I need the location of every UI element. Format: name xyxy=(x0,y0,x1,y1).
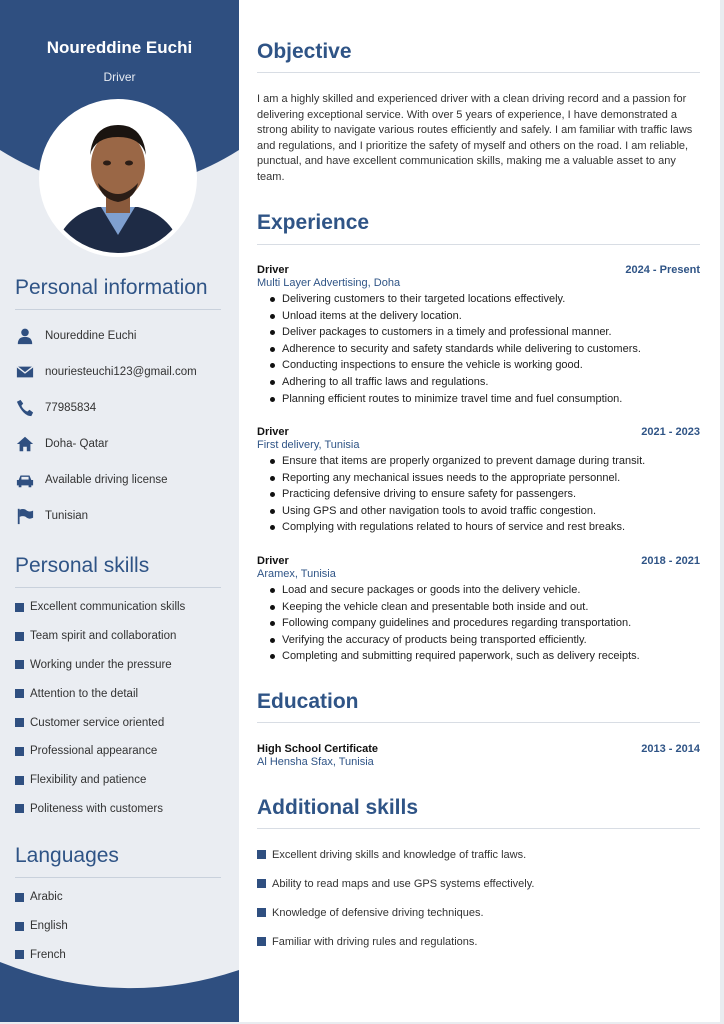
divider xyxy=(257,828,700,829)
square-bullet-icon xyxy=(15,718,24,727)
square-bullet-icon xyxy=(257,850,266,859)
list-item: Complying with regulations related to hours of service and rest breaks. xyxy=(269,519,700,536)
job-title: Driver xyxy=(257,426,289,438)
skill-item: Team spirit and collaboration xyxy=(15,622,230,651)
job-company: Aramex, Tunisia xyxy=(257,568,336,580)
additional-skills-heading: Additional skills xyxy=(257,796,419,819)
info-item-name: Noureddine Euchi xyxy=(15,318,230,354)
job-company: First delivery, Tunisia xyxy=(257,439,360,451)
job-entry xyxy=(257,426,700,536)
list-item: Verifying the accuracy of products being transported efficiently. xyxy=(269,632,700,649)
info-item-location: Doha- Qatar xyxy=(15,426,230,462)
profile-role: Driver xyxy=(103,70,136,84)
job-bullets xyxy=(269,291,700,407)
list-item: Ensure that items are properly organized to prevent damage during transit. xyxy=(269,453,700,470)
list-item: Load and secure packages or goods into the delivery vehicle. xyxy=(269,582,700,599)
home-icon xyxy=(15,435,35,453)
job-date: 2024 - Present xyxy=(625,264,700,276)
list-item: Excellent driving skills and knowledge of traffic laws. xyxy=(257,840,700,869)
job-bullets xyxy=(269,453,700,536)
job-entry xyxy=(257,264,700,407)
profile-photo xyxy=(39,99,197,257)
additional-skills-list xyxy=(257,840,700,956)
skills-list xyxy=(15,593,230,823)
list-item: Deliver packages to customers in a timely and professional manner. xyxy=(269,324,700,341)
square-bullet-icon xyxy=(15,632,24,641)
info-item-email: nouriesteuchi123@gmail.com xyxy=(15,354,230,390)
language-item: English xyxy=(15,912,230,941)
experience-heading: Experience xyxy=(257,211,370,234)
flag-icon xyxy=(15,507,35,525)
language-item: French xyxy=(15,941,230,970)
square-bullet-icon xyxy=(15,893,24,902)
list-item: Adherence to security and safety standards while delivering to customers. xyxy=(269,341,700,358)
job-date: 2021 - 2023 xyxy=(641,426,700,438)
list-item: Knowledge of defensive driving techniques. xyxy=(257,898,700,927)
divider xyxy=(257,72,700,73)
language-item: Arabic xyxy=(15,883,230,912)
skill-item: Excellent communication skills xyxy=(15,593,230,622)
envelope-icon xyxy=(15,363,35,381)
square-bullet-icon xyxy=(257,937,266,946)
job-title: Driver xyxy=(257,555,289,567)
divider xyxy=(257,722,700,723)
objective-text: I am a highly skilled and experienced driver with a clean driving record and a passion for delivering exceptional service. With over 5 years of experience, I have demonstrated a strong ability to navigate various routes efficiently and safely. I am familiar with traffic laws and regulations, and I prioritize the safety of myself and others on the road. I am reliable, punctual, and have excellent communication skills, making me a valuable asset to any team. xyxy=(257,93,693,183)
languages-heading: Languages xyxy=(15,844,119,867)
footer-wave xyxy=(0,962,239,1022)
square-bullet-icon xyxy=(15,776,24,785)
personal-info-list xyxy=(15,318,230,534)
skill-item: Flexibility and patience xyxy=(15,766,230,795)
car-icon xyxy=(15,471,35,489)
education-date: 2013 - 2014 xyxy=(641,743,700,755)
skill-item: Politeness with customers xyxy=(15,795,230,824)
square-bullet-icon xyxy=(15,747,24,756)
sidebar xyxy=(0,0,239,1022)
list-item: Practicing defensive driving to ensure safety for passengers. xyxy=(269,486,700,503)
square-bullet-icon xyxy=(15,689,24,698)
list-item: Familiar with driving rules and regulations. xyxy=(257,927,700,956)
divider xyxy=(15,309,221,310)
portrait-image xyxy=(43,103,193,253)
list-item: Adhering to all traffic laws and regulations. xyxy=(269,374,700,391)
list-item: Keeping the vehicle clean and presentable both inside and out. xyxy=(269,599,700,616)
skill-item: Professional appearance xyxy=(15,737,230,766)
info-item-phone: 77985834 xyxy=(15,390,230,426)
list-item: Following company guidelines and procedures regarding transportation. xyxy=(269,615,700,632)
phone-icon xyxy=(15,399,35,417)
info-item-nationality: Tunisian xyxy=(15,498,230,534)
job-title: Driver xyxy=(257,264,289,276)
list-item: Conducting inspections to ensure the vehicle is working good. xyxy=(269,357,700,374)
skill-item: Attention to the detail xyxy=(15,679,230,708)
list-item: Using GPS and other navigation tools to avoid traffic congestion. xyxy=(269,503,700,520)
divider xyxy=(257,244,700,245)
personal-info-heading: Personal information xyxy=(15,276,208,299)
divider xyxy=(15,587,221,588)
square-bullet-icon xyxy=(257,908,266,917)
square-bullet-icon xyxy=(15,660,24,669)
skill-item: Working under the pressure xyxy=(15,651,230,680)
square-bullet-icon xyxy=(257,879,266,888)
education-title: High School Certificate xyxy=(257,743,379,755)
education-school: Al Hensha Sfax, Tunisia xyxy=(257,756,374,768)
list-item: Delivering customers to their targeted locations effectively. xyxy=(269,291,700,308)
job-bullets xyxy=(269,582,700,665)
info-item-license: Available driving license xyxy=(15,462,230,498)
list-item: Unload items at the delivery location. xyxy=(269,308,700,325)
square-bullet-icon xyxy=(15,950,24,959)
square-bullet-icon xyxy=(15,804,24,813)
skill-item: Customer service oriented xyxy=(15,708,230,737)
square-bullet-icon xyxy=(15,603,24,612)
education-heading: Education xyxy=(257,690,359,713)
list-item: Reporting any mechanical issues needs to the appropriate personnel. xyxy=(269,470,700,487)
user-icon xyxy=(15,327,35,345)
job-date: 2018 - 2021 xyxy=(641,555,700,567)
job-entry xyxy=(257,555,700,665)
list-item: Ability to read maps and use GPS systems effectively. xyxy=(257,869,700,898)
list-item: Planning efficient routes to minimize travel time and fuel consumption. xyxy=(269,391,700,408)
objective-heading: Objective xyxy=(257,40,352,63)
job-company: Multi Layer Advertising, Doha xyxy=(257,277,401,289)
languages-list xyxy=(15,883,230,969)
education-entry xyxy=(257,743,700,768)
skills-heading: Personal skills xyxy=(15,554,150,577)
square-bullet-icon xyxy=(15,922,24,931)
divider xyxy=(15,877,221,878)
list-item: Completing and submitting required paperwork, such as delivery receipts. xyxy=(269,648,700,665)
profile-name: Noureddine Euchi xyxy=(46,38,193,57)
